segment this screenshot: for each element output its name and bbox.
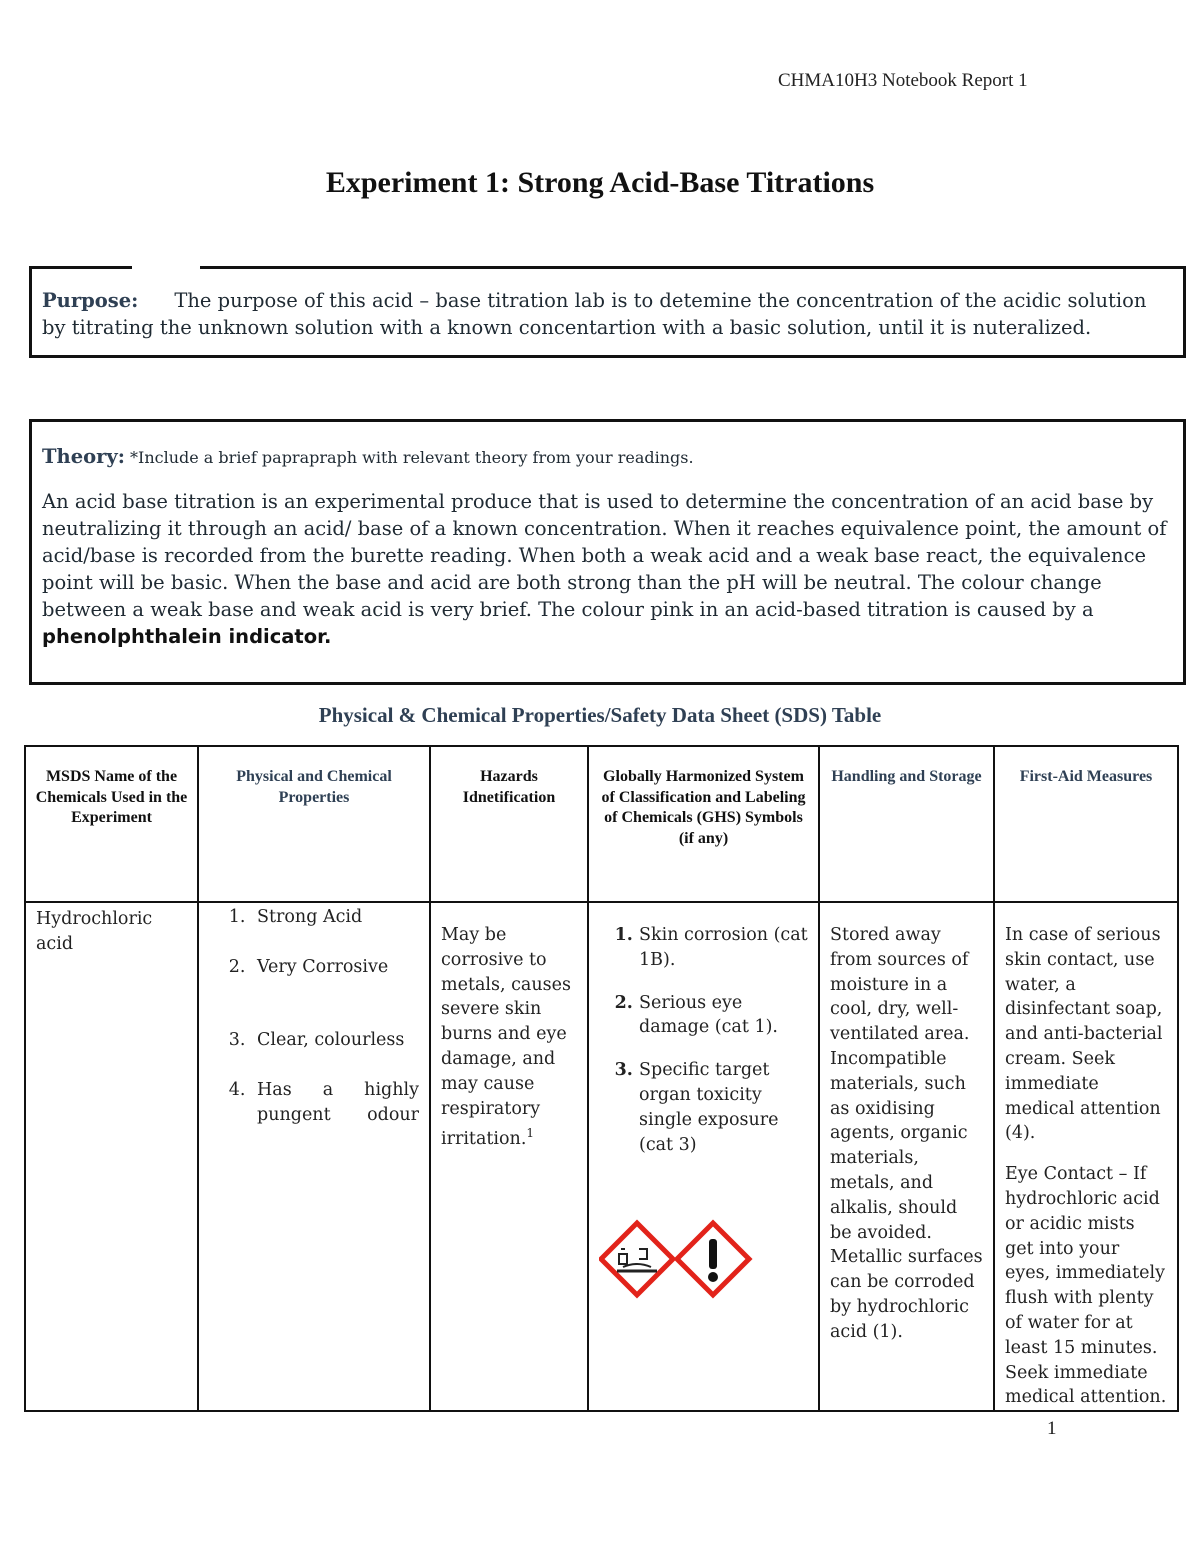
border-gap: [132, 266, 200, 269]
list-item: 3. Clear, colourless: [251, 1028, 419, 1053]
header-ghs: Globally Harmonized System of Classification and Labeling of Chemicals (GHS) Symbols (if any): [588, 746, 819, 902]
header-first-aid: First-Aid Measures: [994, 746, 1178, 902]
cell-properties: [198, 902, 430, 1411]
theory-section: [29, 419, 1186, 685]
ghs-list: [599, 923, 808, 1157]
list-item: 2. Very Corrosive: [251, 955, 419, 980]
header-properties: Physical and Chemical Properties: [198, 746, 430, 902]
page-number: 1: [1047, 1418, 1057, 1439]
list-item: 1. Skin corrosion (cat 1B).: [639, 923, 808, 973]
theory-body: An acid base titration is an experimental produce that is used to determine the concentration of an acid base by neutralizing it through an acid/ base of a known concentration. When it reaches equivalence point, the amount of acid/base is recorded from the burette reading. When both a weak acid and a weak base react, the equivalence point will be basic. When the base and acid are both strong than the pH will be neutral. The colour change between a weak base and weak acid is very brief. The colour pink in an acid-based titration is caused by a: [42, 490, 1167, 621]
property-highly: Has a highly pungent odour: [257, 1080, 419, 1126]
table-caption: Physical & Chemical Properties/Safety Data Sheet (SDS) Table: [318, 703, 882, 727]
cell-handling: [819, 902, 994, 1411]
sds-table: [24, 745, 1179, 1412]
ghs-pictogram-svg: [599, 1219, 759, 1309]
ghs-pictograms: [599, 1219, 808, 1339]
exclamation-mark-icon: [677, 1223, 749, 1295]
cell-first-aid: [994, 902, 1178, 1411]
hazards-text: [431, 903, 587, 1152]
theory-note: *Include a brief paprapraph with relevant theory from your readings.: [124, 448, 694, 467]
handling-text: Stored away from sources of moisture in a cool, dry, well-ventilated area. Incompatible materials, such as oxidising agents, organic materials, metals, and alkalis, should be avoided. Metallic surfaces can be corroded by hydrochloric acid (1).: [830, 925, 983, 1342]
page-title: Experiment 1: Strong Acid-Base Titrations: [325, 166, 875, 199]
cell-hazards: [430, 902, 588, 1411]
list-item: [251, 1078, 419, 1128]
purpose-section: [29, 266, 1186, 358]
first-aid-skin: In case of serious skin contact, use water, a disinfectant soap, and anti-bacterial cream. Seek immediate medical attention (4).: [1005, 925, 1163, 1144]
corrosion-icon: [601, 1223, 673, 1295]
header-handling: Handling and Storage: [819, 746, 994, 902]
cell-chemical-name: [25, 902, 198, 1411]
theory-label: Theory:: [42, 445, 125, 468]
header-msds-name: MSDS Name of the Chemicals Used in the Experiment: [25, 746, 198, 902]
purpose-label: Purpose:: [42, 289, 139, 312]
list-item: 1. Strong Acid: [251, 905, 419, 930]
theory-emphasis: phenolphthalein indicator.: [42, 625, 332, 648]
theory-paragraph: [42, 488, 1173, 650]
table-header-row: [25, 746, 1178, 902]
report-header: CHMA10H3 Notebook Report 1: [778, 70, 1028, 91]
purpose-paragraph: [42, 287, 1173, 341]
list-item: 3. Specific target organ toxicity single exposure (cat 3): [639, 1058, 808, 1157]
purpose-text: The purpose of this acid – base titration lab is to detemine the concentration of the acidic solution by titrating the unknown solution with a known concentartion with a basic solution, until it is nuteralized.: [42, 289, 1147, 339]
hazards-footnote: 1: [526, 1126, 535, 1141]
theory-heading: [42, 443, 1173, 471]
hazards-body: May be corrosive to metals, causes severe skin burns and eye damage, and may cause respiratory irritation.: [441, 925, 571, 1150]
first-aid-text: [995, 903, 1177, 1410]
header-hazards: Hazards Idnetification: [430, 746, 588, 902]
ghs-list-wrap: [589, 903, 818, 1339]
properties-list: [209, 905, 419, 1128]
chemical-name: Hydrochloric acid: [36, 909, 153, 954]
properties-list-wrap: [199, 903, 429, 1128]
first-aid-eye: Eye Contact – If hydrochloric acid or acidic mists get into your eyes, immediately flush with plenty of water for at least 15 minutes. Seek immediate medical attention.: [1005, 1164, 1167, 1408]
list-item: 2. Serious eye damage (cat 1).: [639, 991, 808, 1041]
cell-ghs: [588, 902, 819, 1411]
table-row: [25, 902, 1178, 1411]
